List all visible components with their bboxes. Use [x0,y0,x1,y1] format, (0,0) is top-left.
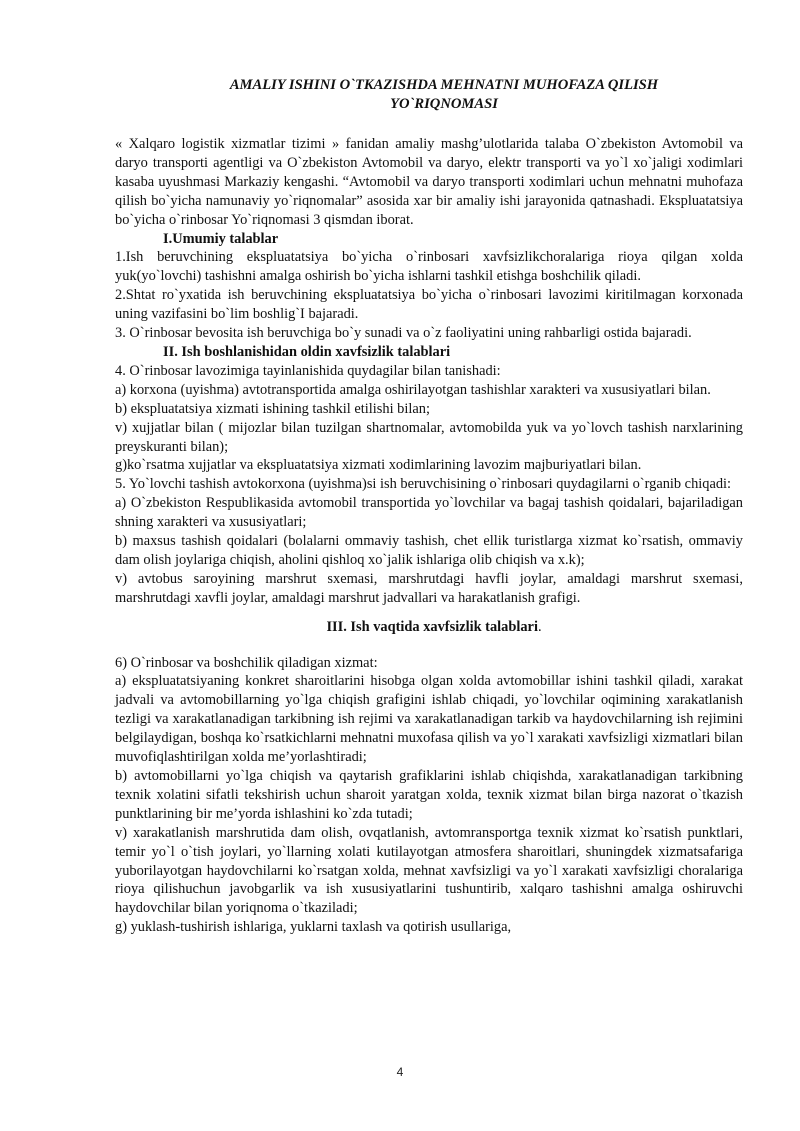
section-3-item: a) ekspluatatsiyaning konkret sharoitlarini hisobga olgan xolda avtomobillar ishini tashkil qiladi, xarakat jadvali va avtomobillarning yo`lga chiqish grafigini ishlab chiqadi, yo`lovchilar oqimining xarakatlanish tezligi va xarakatlanadigan tarkibning ish rejimi va xarakatlanadigan tarkib va haydovchilarning ish rejimini belgilaydigan, boshqa ko`rsatkichlarni mehnatni muxofasa qilish va yo`l xarakati xavfsizligi xizmatlari bilan muvofiqlashtirilgan xolda me’yorlashtiradi; [115,673,743,766]
section-2-item: g)ko`rsatma xujjatlar va ekspluatatsiya xizmati xodimlarining lavozim majburiyatlari bilan. [115,457,642,474]
section-2-item: 4. O`rinbosar lavozimiga tayinlanishida quydagilar bilan tanishadi: [115,362,501,379]
section-3-item: b) avtomobillarni yo`lga chiqish va qaytarish grafiklarini ishlab chiqishda, xarakatlanadigan tarkibning texnik xolatini sifatli tekshirish uchun sharoit yaratgan xolda, texnik xizmat bilan birga nazorat o`tkazish punktlarining bir me’yorda ishlashini ko`zda tutadi; [115,768,743,822]
section-2-item: a) korxona (uyishma) avtotransportida amalga oshirilayotgan tashishlar xarakteri va xususiyatlari bilan. [115,381,711,398]
section-3-item: 6) O`rinbosar va boshchilik qiladigan xizmat: [115,654,378,671]
title-line-1: AMALIY ISHINI O`TKAZISHDA MEHNATNI MUHOFAZA QILISH [229,77,659,93]
document-page [115,76,743,937]
section-2-item: a) O`zbekiston Respublikasida avtomobil transportida yo`lovchilar va bagaj tashish qoidalari, bajariladigan shning xarakteri va xususiyatlari; [115,495,743,531]
section-1-item: 1.Ish beruvchining ekspluatatsiya bo`yicha o`rinbosari xavfsizlikchoralariga rioya qilgan xolda yuk(yo`lovchi) tashishni amalga oshirish bo`yicha ishlarni tashkil etishga boshchilik qiladi. [115,249,743,285]
section-1-item: 3. O`rinbosar bevosita ish beruvchiga bo`y sunadi va o`z faoliyatini uning rahbarligi ostida bajaradi. [115,325,692,342]
section-2-item: v) avtobus saroyining marshrut sxemasi, marshrutdagi havfli joylar, amaldagi marshrut sxemasi, marshrutdagi xavfli joylar, amaldagi marshrut jadvallari va harakatlanish grafigi. [115,570,743,606]
title-line-2: YO`RIQNOMASI [390,96,498,112]
section-2-heading: II. Ish boshlanishidan oldin xavfsizlik talablari [163,343,451,360]
section-1-heading: I.Umumiy talablar [163,230,279,247]
section-2-item: v) xujjatlar bilan ( mijozlar bilan tuzilgan shartnomalar, avtomobilda yuk va yo`lovch tashish narxlarining preyskuranti bilan); [115,419,743,455]
page-number: 4 [396,1065,404,1079]
section-3-item: v) xarakatlanish marshrutida dam olish, ovqatlanish, avtomransportga texnik xizmat ko`rsatish punktlari, temir yo`l o`tish joylari, yo`llarning xolati kutilayotgan atmosfera sharoitlari, shuningdek xizmatsafariga yuborilayotgan haydovchilarni ko`rsatgan xolda, mehnat xavfsizligi va yo`l xarakati xavfsizligi choralariga rioya qilishuchun javobgarlik va ish xususiyatlarini tushuntirib, xalqaro tashishni amalga oshiruvchi haydovchilar bilan yoriqnoma o`tkaziladi; [115,824,743,917]
intro-paragraph: « Xalqaro logistik xizmatlar tizimi » fanidan amaliy mashg’ulotlarida talaba O`zbekiston Avtomobil va daryo transporti agentligi va O`zbekiston Avtomobil va daryo, elektr transporti va yo`l xo`jaligi xodimlari kasaba uyushmasi Markaziy kengashi. “Avtomobil va daryo transporti xodimlari uchun mehnatni muhofaza qilish bo`yicha namunaviy yo`riqnomalar” asosida xar bir amaliy ishi jarayonida qatnashadi. Ekspluatatsiya bo`yicha o`rinbosar Yo`riqnomasi 3 qismdan iborat. [115,136,743,228]
section-2-item: b) ekspluatatsiya xizmati ishining tashkil etilishi bilan; [115,400,430,417]
section-3-heading-text: III. Ish vaqtida xavfsizlik talablari [326,618,538,635]
section-3-heading-suffix: . [537,618,542,635]
section-3-heading [115,618,743,637]
section-3-item: g) yuklash-tushirish ishlariga, yuklarni taxlash va qotirish usullariga, [115,919,512,936]
section-2-item: b) maxsus tashish qoidalari (bolalarni ommaviy tashish, chet ellik turistlarga xizmat ko`rsatish, ommaviy dam olish joylariga chiqish, aholini qishloq xo`jalik ishlariga olib chiqish va x.k); [115,533,743,568]
section-2-item: 5. Yo`lovchi tashish avtokorxona (uyishma)si ish beruvchisining o`rinbosari quydagilarni o`rganib chiqadi: [115,476,732,493]
document-title [115,76,743,114]
section-1-item: 2.Shtat ro`yxatida ish beruvchining ekspluatatsiya bo`yicha o`rinbosari lavozimi kiritilmagan korxonada uning vazifasini bo`lim boshlig`I bajaradi. [115,287,743,323]
